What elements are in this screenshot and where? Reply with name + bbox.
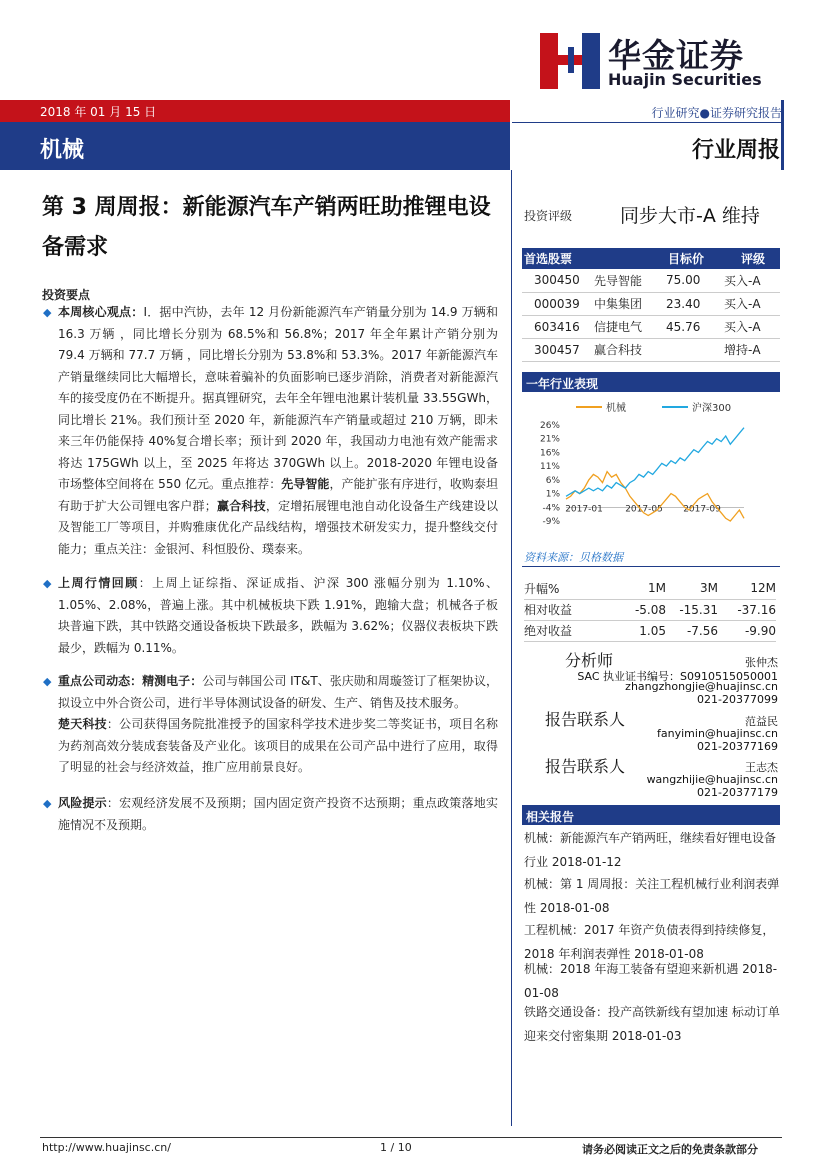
contact-role: 报告联系人 [545,757,626,776]
report-date: 2018 年 01 月 15 日 [40,105,157,119]
y-tick-label: 26% [539,421,560,431]
y-tick-label: 11% [539,462,560,473]
bullet-core-view: ◆ 本周核心观点：I．据中汽协，去年 12 月份新能源汽车产销量分别为 14.9 万辆和 16.3 万辆 ，同比增长分别为 68.5%和 56.8%；2017 年全年累计产销分别为 79.4 万辆和 77.7 万辆 ，同比增长分别为 53.8%和 53.3%。2017 年新能源汽车产销量继续同比大幅增长，意味着骗补的负面影响已逐步消除，消费者对新能源汽车的接受度仍在不断提升。据真锂研究，去年全年锂电池累计装机量 33.55GWh，同比增长 21%。我们预计至 2020 年，新能源汽车产销量或超过 210 万辆，即未来三年仍能保持 40%复合增长率；预计到 2020 年，我国动力电池有效产能需求将达 175GWh 以上，至 2025 年将达 370GWh 以上。2018-2020 年锂电设备市场整体空间将在 550 亿元。重点推荐：先导智能，产能扩张有序进行，收购泰坦有助于扩大公司锂电客户群；赢合科技，定增拓展锂电池自动化设备生产线建设以及智能工厂等项目，并购雅康优化产品线结构，增强技术研发实力，提升整线交付能力；重点关注：金银河、科恒股份、璞泰来。 [44,302,498,560]
legend-label: 机械 [606,403,626,414]
performance-table [524,578,776,642]
y-tick-label: -4% [542,503,560,514]
table-row: 300457 赢合科技 增持-A [522,338,780,361]
x-tick-label: 2017-09 [683,504,721,515]
rating-label: 投资评级 [524,209,573,223]
contact-role: 报告联系人 [545,710,626,729]
series-line [566,428,744,497]
rating-value: 同步大市-A 维持 [620,205,760,227]
related-report-item[interactable]: 机械：第 1 周周报：关注工程机械行业利润表弹性 2018-01-08 [524,877,780,915]
contact-name: 王志杰 [745,761,778,774]
contact-email: fanyimin@huajinsc.cn [657,727,778,740]
legend-label: 沪深300 [692,403,732,414]
related-report-item[interactable]: 机械：2018 年海工装备有望迎来新机遇 2018-01-08 [524,962,778,1000]
bullet-risk: ◆ 风险提示：宏观经济发展不及预期；国内固定资产投资不达预期；重点政策落地实施情况不及预期。 [44,793,498,836]
key-points-heading: 投资要点 [42,288,91,302]
col-header: 1M [648,581,666,596]
table-row: 000039 中集集团 23.40 买入-A [522,292,780,315]
col-header: 升幅% [524,581,560,596]
col-header [594,248,666,269]
footer-disclaimer: 请务必阅读正文之后的免责条款部分 [582,1143,758,1156]
column-divider [511,170,512,1126]
col-header: 首选股票 [522,248,594,269]
diamond-bullet-icon: ◆ [43,306,52,319]
page-title: 第 3 周周报：新能源汽车产销两旺助推锂电设备需求 [42,195,491,260]
table-row: 相对收益 -5.08 -15.31 -37.16 [524,599,776,620]
x-tick-label: 2017-05 [625,504,663,515]
diamond-bullet-icon: ◆ [43,577,52,590]
bullet-company-news: ◆ 重点公司动态：精测电子：公司与韩国公司 IT&T、张庆勋和周璇签订了框架协议，拟设立中外合资公司，进行半导体测试设备的研发、生产、销售及技术服务。 楚天科技：公司获得国务院批准授予的国家科学技术进步奖二等奖证书，项目名称为药剂高效分装成套装备及产业化。该项目的成果在公司产品中进行了应用，取得了明显的社会与经济效益，推广应用前景良好。 [44,671,498,779]
related-reports-heading: 相关报告 [522,805,780,825]
y-tick-label: 1% [545,489,560,500]
table-row: 603416 信捷电气 45.76 买入-A [522,315,780,338]
col-header: 目标价 [666,248,724,269]
chart-section-title: 一年行业表现 [522,372,780,392]
preferred-stocks-table [522,248,780,362]
bullet-market-review: ◆ 上周行情回顾：上周上证综指、深证成指、沪深 300 涨幅分别为 1.10%、1.05%、2.08%，普遍上涨。其中机械板块下跌 1.91%，跑输大盘；机械各子板块普遍下跌，其中铁路交通设备板块下跌最多，跌幅为 3.62%；仪器仪表板块下跌最少，跌幅为 0.11%。 [44,573,498,659]
contact-name: 范益民 [745,715,778,728]
y-tick-label: -9% [542,517,560,527]
related-report-item[interactable]: 工程机械：2017 年资产负债表得到持续修复，2018 年利润表弹性 2018-01-08 [524,923,775,961]
footer-url[interactable]: http://www.huajinsc.cn/ [42,1141,171,1154]
x-tick-label: 2017-01 [565,504,603,515]
y-tick-label: 6% [545,475,560,486]
footer-divider [40,1137,782,1138]
y-tick-label: 21% [539,434,560,445]
col-header: 3M [700,581,718,596]
table-row: 300450 先导智能 75.00 买入-A [522,269,780,292]
y-tick-label: 16% [539,448,560,459]
report-type-title: 行业周报 [691,138,780,163]
analyst-email: zhangzhongjie@huajinsc.cn [625,680,778,693]
chart-source: 资料来源：贝格数据 [524,551,623,564]
logo-mark-icon [540,33,600,89]
contact-email: wangzhijie@huajinsc.cn [646,773,778,786]
contact-phone: 021-20377179 [697,786,778,799]
related-report-item[interactable]: 机械：新能源汽车产销两旺，继续看好锂电设备行业 2018-01-12 [524,831,777,869]
divider [522,566,780,567]
analyst-role: 分析师 [565,651,614,670]
report-category: 行业研究●证券研究报告 [651,106,782,120]
diamond-bullet-icon: ◆ [43,797,52,810]
page-number: 1 / 10 [380,1141,412,1154]
company-logo [540,33,600,89]
analyst-phone: 021-20377099 [697,693,778,706]
contact-phone: 021-20377169 [697,740,778,753]
analyst-name: 张仲杰 [745,656,778,669]
company-name-en: Huajin Securities [608,70,762,89]
table-row: 绝对收益 1.05 -7.56 -9.90 [524,620,776,641]
sector-name: 机械 [40,138,85,163]
analyst-cert: SAC 执业证书编号：S0910515050001 [577,670,778,683]
company-name-cn: 华金证券 [608,36,744,75]
industry-performance-chart [522,397,780,543]
col-header: 评级 [724,248,780,269]
divider [512,122,784,123]
diamond-bullet-icon: ◆ [43,675,52,688]
col-header: 12M [750,581,776,596]
related-report-item[interactable]: 铁路交通设备：投产高铁新线有望加速 标动订单迎来交付密集期 2018-01-03 [524,1005,780,1043]
